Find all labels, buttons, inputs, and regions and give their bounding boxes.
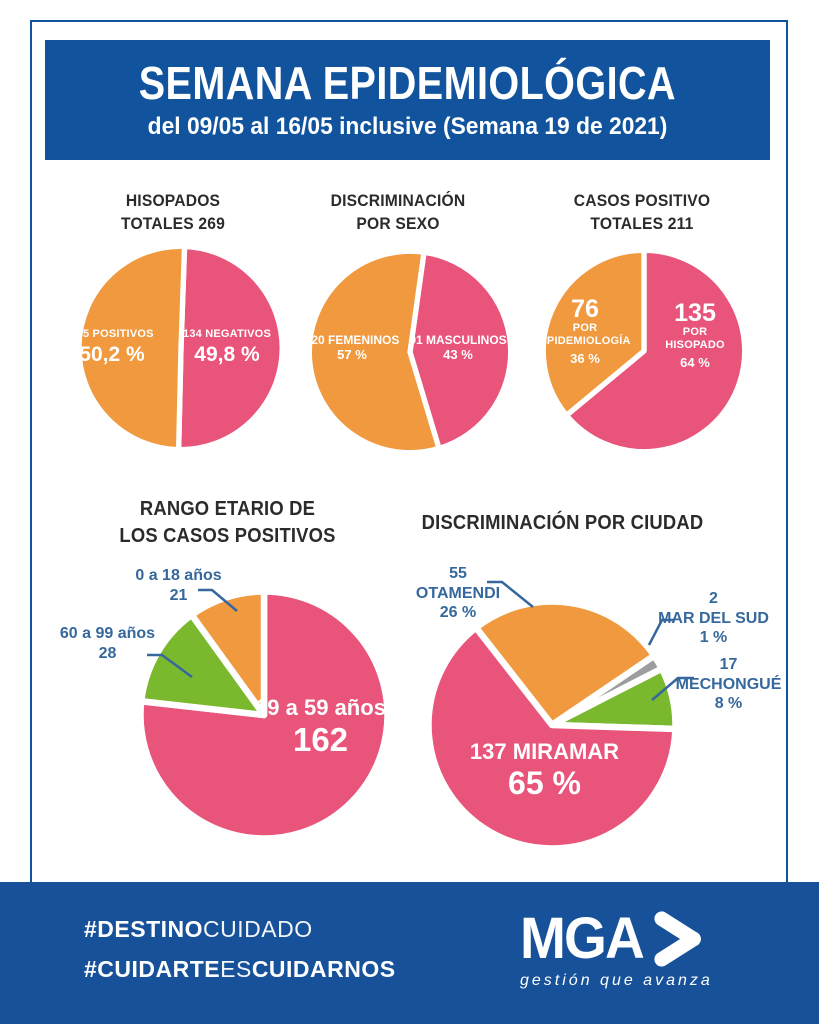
frame-border-right: [786, 20, 788, 882]
ext-label-text: 0 a 18 años: [135, 567, 222, 584]
ext-label-0a18: [116, 566, 241, 605]
hashtag-destino-cuidado: [84, 916, 396, 943]
footer-band: [0, 882, 819, 1024]
slice-label-negativos: [167, 328, 287, 366]
ext-label-mar-del-sud: [651, 589, 776, 648]
chart-title-line: CASOS POSITIVO: [573, 191, 711, 210]
ext-label-text: OTAMENDI: [415, 584, 501, 602]
ext-value-text: 55: [449, 565, 467, 582]
chart-title-line: TOTALES 211: [590, 214, 694, 233]
hashtag-light-part: ES: [220, 956, 252, 982]
page-title: SEMANA EPIDEMIOLÓGICA: [138, 56, 677, 109]
chart-title-line: POR SEXO: [356, 214, 440, 233]
ext-value-text: 2: [709, 590, 718, 607]
slice-label-text: HISOPADO: [665, 339, 725, 351]
ext-pct-text: 8 %: [714, 695, 743, 712]
slice-pct-text: 57 %: [337, 347, 367, 362]
slice-label-text: 120 FEMENINOS: [304, 333, 400, 347]
ext-value-text: 21: [169, 586, 188, 604]
slice-label-text: 91 MASCULINOS: [409, 333, 507, 347]
chart-title-line: DISCRIMINACIÓN: [330, 191, 466, 210]
slice-label-19a59: [238, 696, 403, 757]
chart-title-ciudad: [413, 510, 712, 537]
chart-title-line: LOS CASOS POSITIVOS: [119, 525, 336, 547]
chart-title-sexo: [297, 189, 499, 235]
chart-title-line: HISOPADOS: [125, 191, 221, 210]
hashtag-cuidarte-es-cuidarnos: [84, 956, 396, 983]
slice-label-hisopado: [635, 300, 755, 371]
slice-value-text: 76: [571, 295, 599, 323]
ext-value-text: 17: [719, 656, 738, 673]
slice-label-text: 134 NEGATIVOS: [183, 328, 271, 340]
slice-label-miramar: [452, 740, 637, 800]
slice-pct-text: 43 %: [443, 347, 473, 362]
frame-border-top: [30, 20, 788, 22]
slice-label-positivos: [52, 328, 172, 366]
slice-label-text: EPIDEMIOLOGÍA: [539, 335, 631, 347]
slice-pct-text: 49,8 %: [194, 343, 260, 366]
slice-label-text: POR: [572, 322, 598, 334]
double-arrow-right-icon: [651, 910, 713, 968]
hashtag-light-part: CUIDADO: [203, 916, 313, 942]
slice-label-text: POR: [682, 326, 708, 338]
ext-pct-text: 26 %: [439, 604, 477, 621]
page-subtitle: del 09/05 al 16/05 inclusive (Semana 19 de 2021): [147, 113, 668, 141]
ext-label-mechongue: [666, 655, 791, 714]
chart-title-hisopados: [72, 189, 274, 235]
hashtag-bold-part: CUIDARNOS: [251, 956, 396, 982]
slice-value-text: 162: [292, 721, 349, 758]
chart-title-casos-positivos: [541, 189, 743, 235]
mga-logo-row: [520, 906, 740, 971]
slice-pct-text: 65 %: [508, 765, 581, 801]
slice-label-text: 135 POSITIVOS: [70, 328, 154, 340]
chart-title-line: TOTALES 269: [120, 214, 226, 233]
slice-pct-text: 50,2 %: [79, 343, 145, 366]
chart-title-line: RANGO ETARIO DE: [139, 498, 316, 520]
frame-border-left: [30, 20, 32, 882]
ext-label-text: 60 a 99 años: [59, 625, 156, 642]
slice-pct-text: 64 %: [680, 355, 710, 370]
ext-label-text: MECHONGUÉ: [675, 675, 782, 693]
header-banner: [45, 40, 770, 160]
hashtag-bold-part: #DESTINO: [84, 916, 204, 942]
chart-title-line: DISCRIMINACIÓN POR CIUDAD: [421, 512, 704, 534]
slice-label-text: 19 a 59 años: [255, 695, 386, 720]
hashtag-bold-part: #CUIDARTE: [84, 956, 221, 982]
ext-pct-text: 1 %: [699, 629, 728, 646]
mga-logo-text: MGA: [520, 906, 643, 971]
chart-title-rango-etario: [78, 496, 377, 550]
ext-label-text: MAR DEL SUD: [658, 609, 769, 627]
mga-logo-tagline: gestión que avanza: [520, 972, 713, 989]
slice-pct-text: 36 %: [570, 351, 600, 366]
pie-chart-ciudad: [422, 595, 682, 855]
ext-label-60a99: [45, 624, 170, 663]
slice-label-femeninos: [292, 333, 412, 363]
ext-value-text: 28: [98, 644, 117, 662]
slice-label-masculinos: [398, 333, 518, 363]
slice-label-epidemiologia: [525, 296, 645, 367]
mga-logo: [520, 906, 740, 990]
hashtags: [84, 916, 396, 983]
slice-value-text: 135: [674, 299, 716, 327]
ext-label-otamendi: [397, 564, 519, 623]
slice-label-text: 137 MIRAMAR: [469, 739, 620, 764]
